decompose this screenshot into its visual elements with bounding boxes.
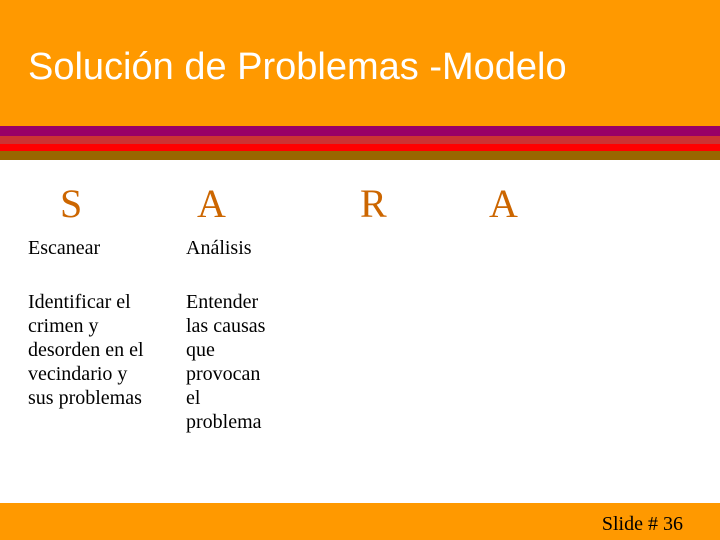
escanear-line: sus problemas: [28, 387, 142, 409]
escanear-line: desorden en el: [28, 339, 144, 361]
analisis-line: las causas: [186, 315, 266, 337]
letter-s: S: [60, 181, 83, 226]
escanear-description: [28, 290, 144, 410]
analisis-line: problema: [186, 411, 262, 433]
escanear-line: crimen y: [28, 315, 99, 337]
stripe-purple: [0, 126, 720, 136]
heading-analisis: Análisis: [186, 237, 252, 259]
analisis-line: Entender: [186, 291, 259, 313]
heading-escanear: Escanear: [28, 237, 101, 259]
letter-a1: A: [197, 181, 226, 226]
slide-title: Solución de Problemas -Modelo: [28, 46, 567, 88]
letter-r: R: [360, 181, 387, 226]
analisis-line: el: [186, 387, 201, 409]
stripe-red-dark: [0, 136, 720, 144]
footer-bar: [0, 503, 720, 540]
escanear-line: vecindario y: [28, 363, 128, 385]
title-bar: [0, 0, 720, 126]
analisis-description: [186, 290, 265, 434]
letter-a2: A: [489, 181, 518, 226]
analisis-line: que: [186, 339, 215, 361]
analisis-line: provocan: [186, 363, 261, 385]
stripe-red: [0, 144, 720, 151]
escanear-line: Identificar el: [28, 291, 131, 313]
slide-number: Slide # 36: [601, 513, 683, 535]
stripe-brown: [0, 151, 720, 160]
